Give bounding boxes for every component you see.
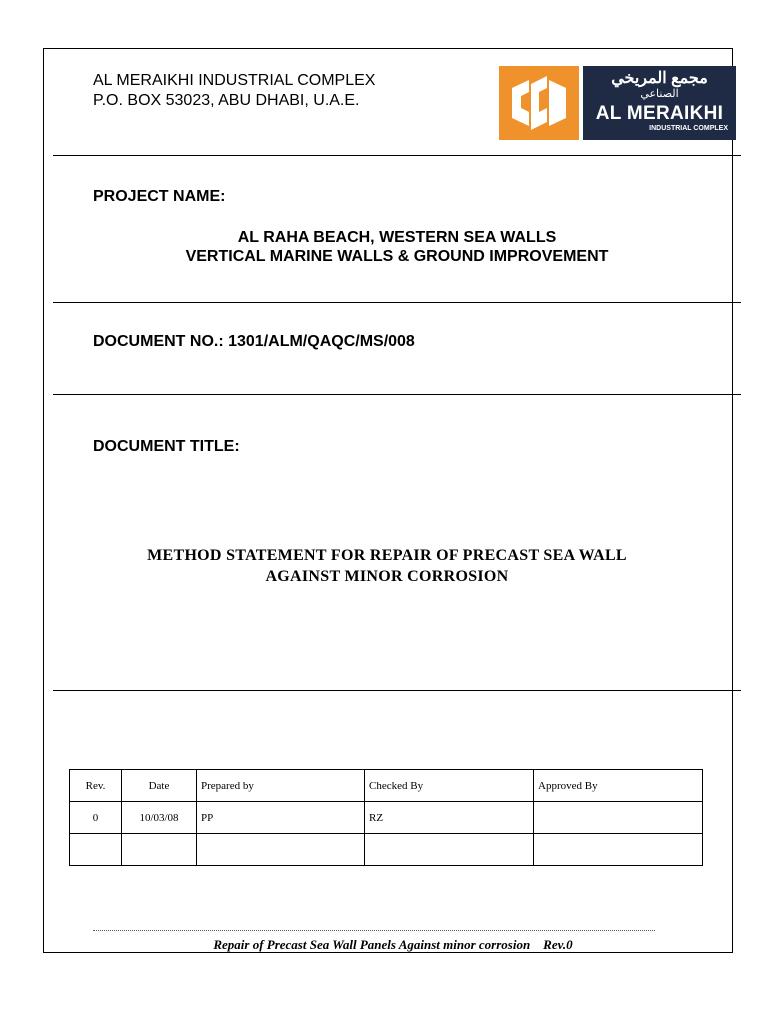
cell-rev: 0 bbox=[70, 802, 122, 834]
divider bbox=[53, 155, 741, 156]
divider bbox=[53, 302, 741, 303]
table-row bbox=[70, 802, 703, 834]
company-address: P.O. BOX 53023, ABU DHABI, U.A.E. bbox=[93, 92, 360, 109]
document-title-line1: METHOD STATEMENT FOR REPAIR OF PRECAST SEA WALL bbox=[147, 547, 627, 564]
cell-approved-by bbox=[534, 802, 703, 834]
header-date: Date bbox=[122, 770, 197, 802]
company-name: AL MERAIKHI INDUSTRIAL COMPLEX bbox=[93, 72, 376, 89]
logo-wordmark bbox=[583, 66, 736, 140]
logo-building-icon bbox=[499, 66, 579, 140]
cell-prepared-by bbox=[197, 834, 365, 866]
header-checked-by: Checked By bbox=[365, 770, 534, 802]
divider bbox=[53, 690, 741, 691]
table-row bbox=[70, 834, 703, 866]
company-logo bbox=[499, 66, 736, 140]
document-title-label: DOCUMENT TITLE: bbox=[93, 438, 240, 455]
document-number: DOCUMENT NO.: 1301/ALM/QAQC/MS/008 bbox=[93, 333, 415, 350]
project-name-line1: AL RAHA BEACH, WESTERN SEA WALLS bbox=[237, 229, 557, 246]
cell-date: 10/03/08 bbox=[122, 802, 197, 834]
footer-rule bbox=[93, 930, 655, 931]
logo-arabic-subtitle: الصناعي bbox=[640, 88, 679, 100]
page-footer: Repair of Precast Sea Wall Panels Against minor corrosion Rev.0 bbox=[213, 937, 573, 952]
document-title-line2: AGAINST MINOR CORROSION bbox=[265, 568, 509, 585]
project-name-label: PROJECT NAME: bbox=[93, 188, 226, 205]
cell-date bbox=[122, 834, 197, 866]
header-rev: Rev. bbox=[70, 770, 122, 802]
header-prepared-by: Prepared by bbox=[197, 770, 365, 802]
cell-checked-by bbox=[365, 834, 534, 866]
cell-prepared-by: PP bbox=[197, 802, 365, 834]
logo-mark bbox=[499, 66, 579, 140]
divider bbox=[53, 394, 741, 395]
company-address-block bbox=[93, 71, 375, 111]
revision-table bbox=[69, 769, 703, 866]
cell-approved-by bbox=[534, 834, 703, 866]
project-name-line2: VERTICAL MARINE WALLS & GROUND IMPROVEMENT bbox=[185, 248, 609, 265]
logo-arabic-name: مجمع المريخي bbox=[611, 70, 708, 87]
header-approved-by: Approved By bbox=[534, 770, 703, 802]
logo-english-subtitle: INDUSTRIAL COMPLEX bbox=[649, 125, 728, 132]
logo-english-name: AL MERAIKHI bbox=[595, 103, 724, 124]
cell-checked-by: RZ bbox=[365, 802, 534, 834]
cell-rev bbox=[70, 834, 122, 866]
table-header-row bbox=[70, 770, 703, 802]
